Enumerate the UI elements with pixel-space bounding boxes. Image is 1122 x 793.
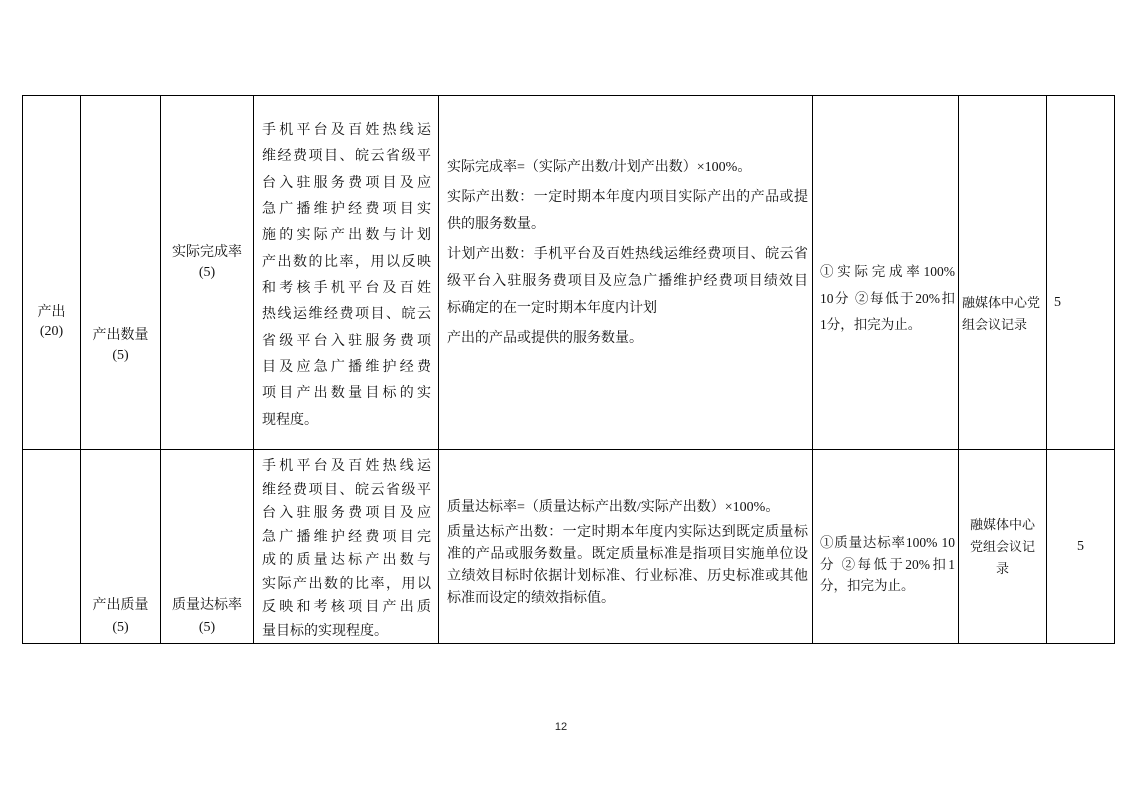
scoring-criteria-text <box>820 532 955 597</box>
level3-indicator-weight: (5) <box>198 265 216 280</box>
formula-line: 计划产出数：手机平台及百姓热线运维经费项目、皖云省 <box>447 247 808 262</box>
formula-line: 产出的产品或提供的服务数量。 <box>447 331 643 346</box>
indicator-formula-text <box>447 497 808 610</box>
formula-paragraph <box>447 497 808 519</box>
level3-indicator-cell <box>161 450 254 644</box>
description-line: 实际产出数的比率，用以 <box>262 576 431 592</box>
description-line: 手机平台及百姓热线运 <box>262 459 431 474</box>
page-number: 12 <box>554 721 568 733</box>
description-line: 量目标的实现程度。 <box>262 623 388 639</box>
formula-line: 立绩效目标时依据计划标准、行业标准、历史标准或其他 <box>447 569 808 584</box>
evidence-source-cell <box>959 96 1047 450</box>
evidence-line: 组会议记录 <box>962 317 1028 332</box>
level1-indicator-text <box>23 303 80 341</box>
description-line: 手机平台及百姓热线运 <box>262 123 431 138</box>
evidence-line: 录 <box>995 561 1009 576</box>
description-line: 急广播维护经费项目实 <box>262 202 431 218</box>
formula-line: 供的服务数量。 <box>447 217 545 232</box>
level2-indicator-weight: (5) <box>112 348 129 363</box>
description-line: 台入驻服务费项目及应 <box>262 175 431 191</box>
level1-indicator-cell <box>23 96 81 450</box>
description-line: 热线运维经费项目、皖云 <box>262 307 431 323</box>
level2-indicator-cell <box>81 450 161 644</box>
description-line: 现程度。 <box>262 412 318 428</box>
indicator-formula-cell <box>439 450 813 644</box>
level3-indicator-text <box>161 595 253 639</box>
description-line: 省级平台入驻服务费项 <box>262 333 431 349</box>
scoring-criteria-cell <box>813 450 959 644</box>
formula-line: 准的产品或服务数量。既定质量标准是指项目实施单位设 <box>447 547 808 562</box>
level1-indicator-name: 产出 <box>37 305 66 320</box>
level3-indicator-weight: (5) <box>198 620 216 635</box>
description-line: 项目产出数量目标的实 <box>262 386 431 402</box>
evidence-source-text <box>959 514 1046 580</box>
scoring-criteria-text <box>820 259 955 339</box>
level2-indicator-cell <box>81 96 161 450</box>
score-cell <box>1047 96 1115 450</box>
description-line: 反映和考核项目产出质 <box>262 600 431 615</box>
formula-line: 级平台入驻服务费项目及应急广播维护经费项目绩效目 <box>447 274 808 289</box>
description-line: 和考核手机平台及百姓 <box>262 281 431 297</box>
indicator-description-text <box>262 455 431 643</box>
description-line: 目及应急广播维护经费 <box>262 360 431 376</box>
evidence-source-cell <box>959 450 1047 644</box>
scoring-line: 10分 ②每低于20%扣 <box>820 290 955 306</box>
evidence-line: 党组会议记 <box>969 539 1035 554</box>
level3-indicator-name: 实际完成率 <box>172 245 242 260</box>
level1-indicator-weight: (20) <box>39 324 64 339</box>
level2-indicator-text <box>81 595 160 639</box>
evidence-line: 融媒体中心 <box>969 517 1035 532</box>
level1-indicator-cell <box>23 450 81 644</box>
description-line: 成的质量达标产出数与 <box>262 553 431 568</box>
level2-indicator-name: 产出数量 <box>92 328 149 343</box>
score-value: 5 <box>1054 295 1061 310</box>
level3-indicator-cell <box>161 96 254 450</box>
scoring-line: 1分，扣完为止。 <box>820 317 922 332</box>
description-line: 台入驻服务费项目及应 <box>262 506 431 521</box>
description-line: 施的实际产出数与计划 <box>262 228 431 244</box>
level2-indicator-text <box>81 326 160 366</box>
scoring-criteria-cell <box>813 96 959 450</box>
level3-indicator-text <box>161 243 253 283</box>
formula-paragraph <box>447 184 808 238</box>
evidence-line: 融媒体中心党 <box>962 295 1041 310</box>
scoring-line: 分 ②每低于20%扣1 <box>820 556 955 572</box>
description-line: 维经费项目、皖云省级平 <box>262 482 431 498</box>
formula-line: 实际产出数：一定时期本年度内项目实际产出的产品或提 <box>447 190 808 205</box>
score-cell <box>1047 450 1115 644</box>
description-line: 产出数的比率，用以反映 <box>262 254 431 270</box>
level2-indicator-name: 产出质量 <box>92 598 149 613</box>
indicator-description-cell <box>254 96 439 450</box>
formula-line: 质量达标产出数：一定时期本年度内实际达到既定质量标 <box>447 525 808 540</box>
indicator-formula-text <box>447 154 808 352</box>
formula-paragraph <box>447 154 808 181</box>
formula-line: 标确定的在一定时期本年度内计划 <box>447 301 657 316</box>
indicator-description-text <box>262 118 431 434</box>
formula-paragraph <box>447 325 808 352</box>
scoring-line: ①质量达标率100% 10 <box>820 535 955 550</box>
score-value: 5 <box>1077 539 1084 554</box>
scoring-line: 分，扣完为止。 <box>820 578 915 593</box>
formula-paragraph <box>447 241 808 322</box>
formula-line: 质量达标率=（质量达标产出数/实际产出数）×100%。 <box>447 500 780 515</box>
formula-paragraph <box>447 522 808 610</box>
performance-indicator-table <box>22 95 1115 644</box>
evidence-source-text <box>962 292 1044 336</box>
indicator-formula-cell <box>439 96 813 450</box>
description-line: 维经费项目、皖云省级平 <box>262 149 431 165</box>
indicator-description-cell <box>254 450 439 644</box>
scoring-line: ①实际完成率100% <box>820 264 955 279</box>
level2-indicator-weight: (5) <box>112 620 129 635</box>
level3-indicator-name: 质量达标率 <box>172 598 242 613</box>
formula-line: 标准而设定的绩效指标值。 <box>447 591 615 606</box>
description-line: 急广播维护经费项目完 <box>262 529 431 545</box>
formula-line: 实际完成率=（实际产出数/计划产出数）×100%。 <box>447 160 752 175</box>
